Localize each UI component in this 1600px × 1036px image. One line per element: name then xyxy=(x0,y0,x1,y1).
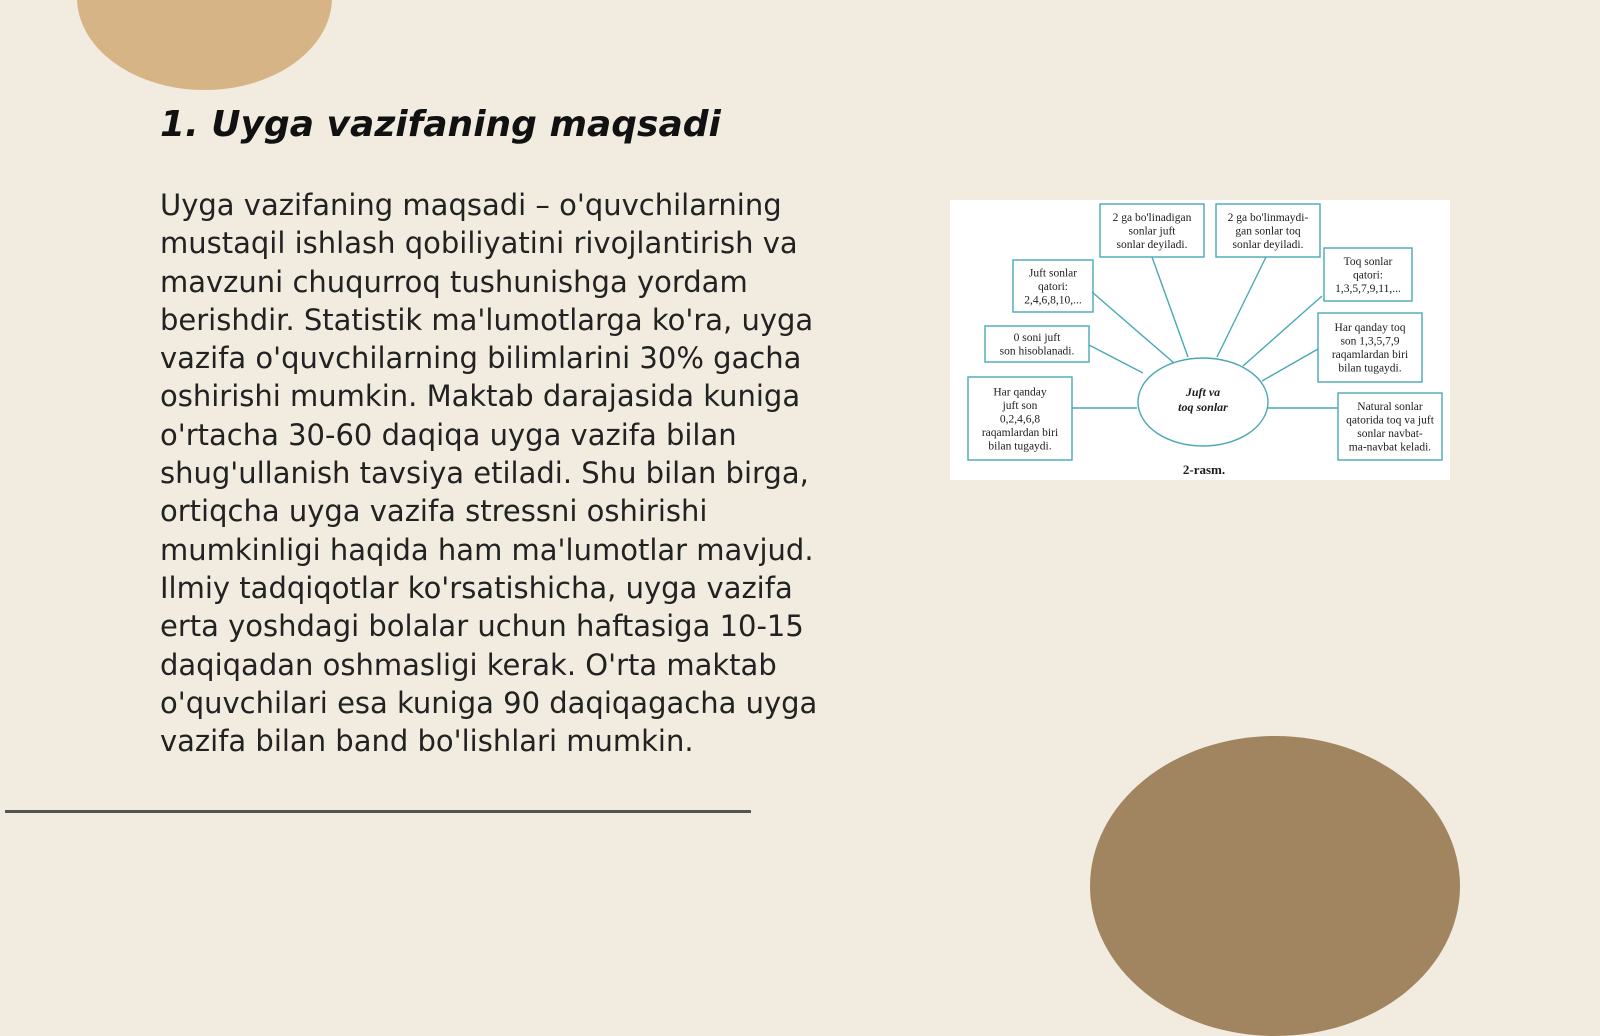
slide-body-text: Uyga vazifaning maqsadi – o'quvchilarning mustaqil ishlash qobiliyatini rivojlantirish va mavzuni chuqurroq tushunishga yordam berishdir. Statistik ma'lumotlarga ko'ra, uyga vazifa o'quvchilarning bilimlarini 30% gacha oshirishi mumkin. Maktab darajasida kuniga o'rtacha 30-60 daqiqa uyga vazifa bilan shug'ullanish tavsiya etiladi. Shu bilan birga, ortiqcha uyga vazifa stressni oshirishi mumkinligi haqida ham ma'lumotlar mavjud. Ilmiy tadqiqotlar ko'rsatishicha, uyga vazifa erta yoshdagi bolalar uchun haftasiga 10-15 daqiqadan oshmasligi kerak. O'rta maktab o'quvchilari esa kuniga 90 daqiqagacha uyga vazifa bilan band bo'lishlari mumkin. xyxy=(160,188,818,759)
diagram-svg xyxy=(950,200,1450,480)
divider-line xyxy=(5,810,751,813)
diagram-box-label: Har qanday toq son 1,3,5,7,9 raqamlardan biri bilan tugaydi. xyxy=(1331,322,1409,375)
diagram-connector xyxy=(1089,345,1143,373)
diagram-box-label: 0 soni juft son hisoblanadi. xyxy=(999,332,1075,358)
diagram-box-label: Toq sonlar qatori: 1,3,5,7,9,11,... xyxy=(1335,255,1401,295)
diagram-connector xyxy=(1243,296,1322,366)
diagram-caption: 2-rasm. xyxy=(1182,462,1226,477)
diagram-connector xyxy=(1217,257,1266,357)
diagram-box-label: Juft sonlar qatori: 2,4,6,8,10,... xyxy=(1024,267,1082,307)
diagram-box-label: Har qanday juft son 0,2,4,6,8 raqamlardan biri bilan tugaydi. xyxy=(981,386,1059,453)
diagram-box-label: 2 ga bo'linadigan sonlar juft sonlar deyiladi. xyxy=(1112,211,1192,251)
decorative-circle-bottom xyxy=(1090,736,1460,1036)
diagram-center-label: Juft va toq sonlar xyxy=(1178,385,1228,414)
diagram-box-label: Natural sonlar qatorida toq va juft sonlar navbat-ma-navbat keladi. xyxy=(1346,401,1434,454)
decorative-circle-top xyxy=(77,0,332,90)
diagram-connector xyxy=(1262,349,1318,381)
slide-title: 1. Uyga vazifaning maqsadi xyxy=(160,104,721,145)
diagram-box-label: 2 ga bo'linmaydi-gan sonlar toq sonlar deyiladi. xyxy=(1227,211,1309,251)
even-odd-numbers-diagram xyxy=(950,200,1450,480)
diagram-connector xyxy=(1152,257,1188,357)
